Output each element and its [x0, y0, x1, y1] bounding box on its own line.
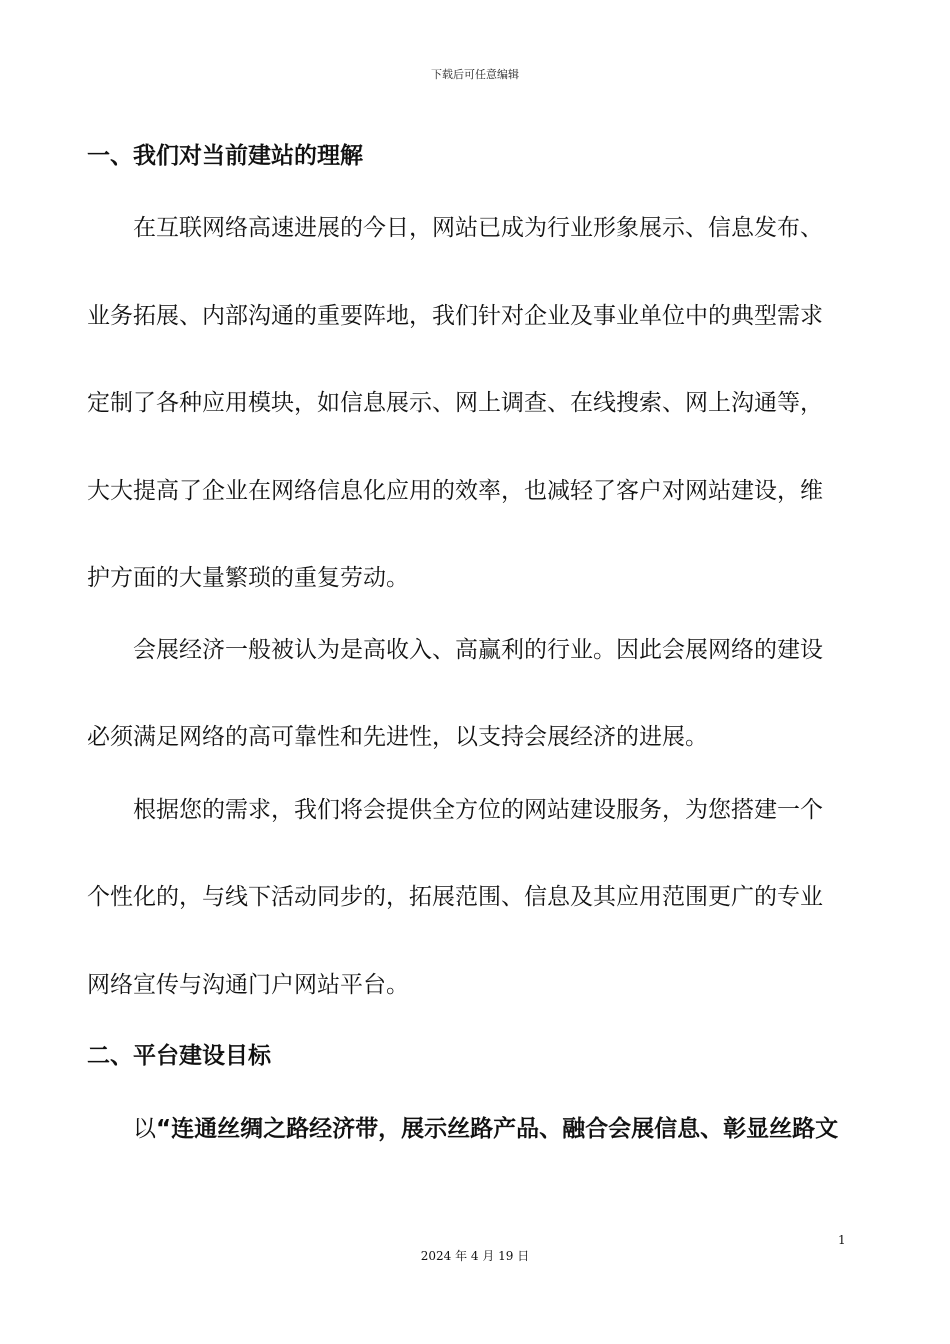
section1-p3-line2: 个性化的，与线下活动同步的，拓展范围、信息及其应用范围更广的专业: [87, 884, 823, 910]
section2-p1-line1: [133, 1110, 838, 1143]
section1-heading: 一、我们对当前建站的理解: [87, 143, 363, 169]
section1-p1-line5: 护方面的大量繁琐的重复劳动。: [87, 565, 409, 591]
section1-p2-line2: 必须满足网络的高可靠性和先进性，以支持会展经济的进展。: [87, 724, 708, 750]
section1-p2-line1: 会展经济一般被认为是高收入、高赢利的行业。因此会展网络的建设: [133, 637, 823, 663]
section2-p1-bold: “连通丝绸之路经济带，展示丝路产品、融合会展信息、彰显丝路文: [156, 1116, 839, 1142]
section2-p1-prefix: 以: [133, 1116, 156, 1142]
section1-p3-line1: 根据您的需求，我们将会提供全方位的网站建设服务，为您搭建一个: [133, 797, 823, 823]
section1-p1-line3: 定制了各种应用模块，如信息展示、网上调查、在线搜索、网上沟通等，: [87, 390, 823, 416]
page-number: 1: [838, 1233, 846, 1247]
section1-p3-line3: 网络宣传与沟通门户网站平台。: [87, 972, 409, 998]
header-note: 下载后可任意编辑: [431, 68, 519, 81]
footer-date: 2024 年 4 月 19 日: [420, 1249, 530, 1263]
section2-heading: 二、平台建设目标: [87, 1043, 271, 1069]
section1-p1-line1: 在互联网络高速进展的今日，网站已成为行业形象展示、信息发布、: [133, 215, 823, 241]
section1-p1-line4: 大大提高了企业在网络信息化应用的效率，也减轻了客户对网站建设，维: [87, 478, 823, 504]
section1-p1-line2: 业务拓展、内部沟通的重要阵地，我们针对企业及事业单位中的典型需求: [87, 303, 823, 329]
